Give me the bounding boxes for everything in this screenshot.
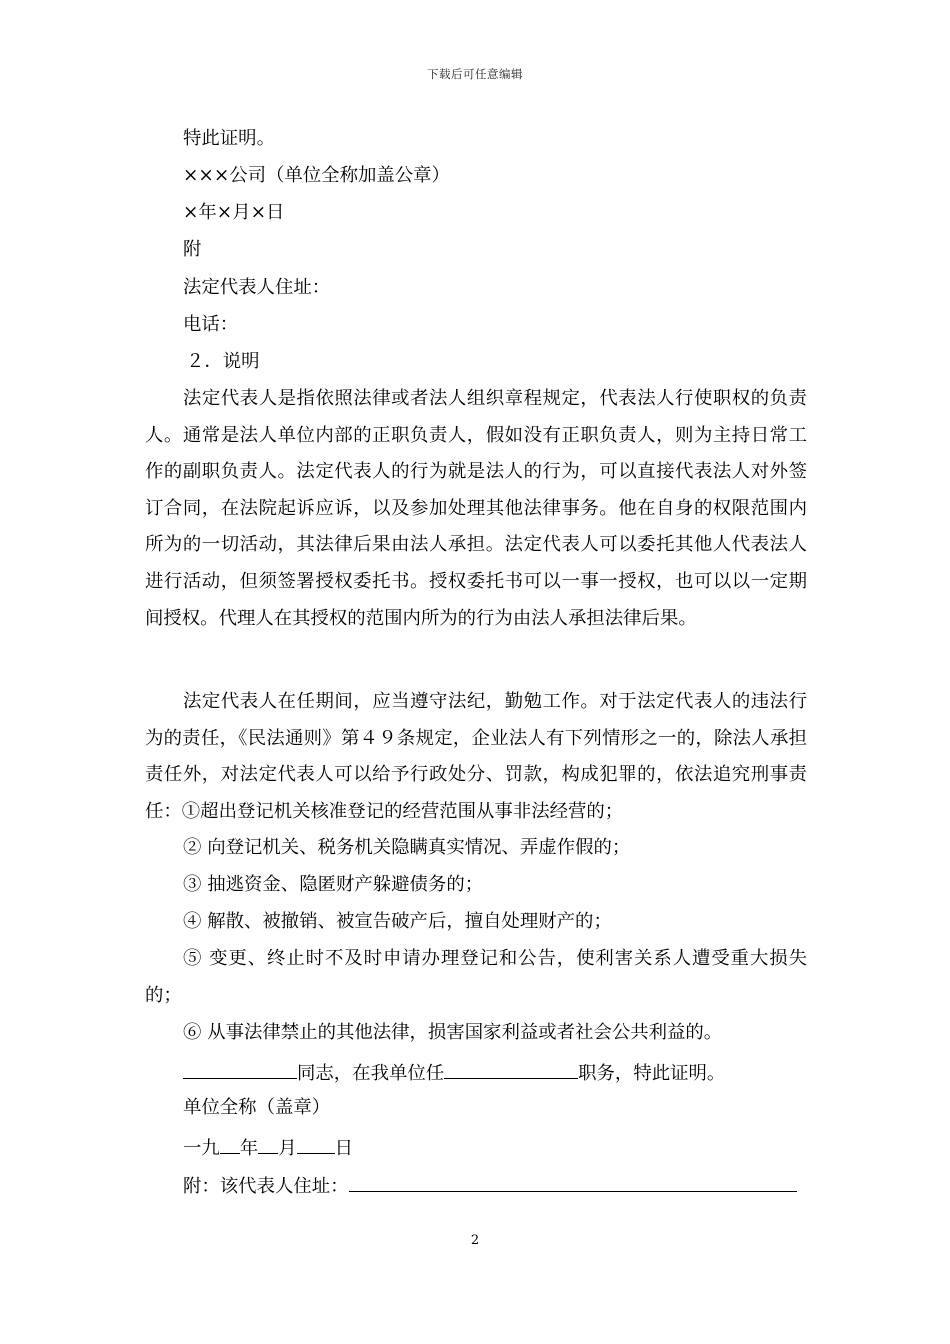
closing-statement: 特此证明。 bbox=[183, 128, 275, 149]
date-line: ×年×月×日 bbox=[183, 202, 285, 223]
date-day-label: 日 bbox=[334, 1138, 354, 1159]
certificate-part2: 职务，特此证明。 bbox=[578, 1063, 726, 1084]
date-year-label: 年 bbox=[239, 1138, 259, 1159]
address-form-line bbox=[183, 1172, 797, 1199]
representative-address-line: 法定代表人住址： bbox=[183, 277, 331, 298]
certificate-line bbox=[183, 1059, 725, 1086]
company-seal-line: ×××公司（单位全称加盖公章） bbox=[183, 165, 450, 186]
list-item-5-text: ⑤ 变更、终止时不及时申请办理登记和公告，使利害关系人遭受重大损失的； bbox=[145, 948, 807, 1006]
date-month-label: 月 bbox=[278, 1138, 297, 1159]
month-blank[interactable] bbox=[258, 1134, 278, 1154]
date-prefix: 一九 bbox=[183, 1138, 220, 1159]
position-blank[interactable] bbox=[444, 1059, 578, 1079]
year-blank[interactable] bbox=[220, 1134, 240, 1154]
paragraph-liability-text: 法定代表人在任期间，应当遵守法纪，勤勉工作。对于法定代表人的违法行为的责任，《民法通则》第４９条规定，企业法人有下列情形之一的，除法人承担责任外，对法定代表人可以给予行政处分、罚款，构成犯罪的，依法追究刑事责任：①超出登记机关核准登记的经营范围从事非法经营的； bbox=[145, 691, 807, 822]
name-blank[interactable] bbox=[183, 1059, 297, 1079]
list-item: ④ 解散、被撤销、被宣告破产后，擅自处理财产的； bbox=[183, 911, 612, 932]
paragraph-liability bbox=[145, 684, 807, 830]
phone-line: 电话： bbox=[183, 314, 239, 335]
paragraph-definition bbox=[145, 381, 807, 637]
section-heading: ２．说明 bbox=[186, 351, 260, 372]
certificate-part1: 同志，在我单位任 bbox=[297, 1063, 445, 1084]
page-number: 2 bbox=[470, 1233, 480, 1248]
address-blank[interactable] bbox=[349, 1172, 797, 1192]
page-header: 下载后可任意编辑 bbox=[427, 67, 523, 81]
list-item: ⑥ 从事法律禁止的其他法律，损害国家利益或者社会公共利益的。 bbox=[183, 1022, 723, 1043]
form-date-line bbox=[183, 1134, 353, 1161]
list-item: ② 向登记机关、税务机关隐瞒真实情况、弄虚作假的； bbox=[183, 837, 631, 858]
attachment-label: 附 bbox=[183, 239, 202, 260]
unit-name-line: 单位全称（盖章） bbox=[183, 1097, 331, 1118]
day-blank[interactable] bbox=[297, 1134, 335, 1154]
list-item: ③ 抽逃资金、隐匿财产躲避债务的； bbox=[183, 874, 484, 895]
paragraph-definition-text: 法定代表人是指依照法律或者法人组织章程规定，代表法人行使职权的负责人。通常是法人单位内部的正职负责人，假如没有正职负责人，则为主持日常工作的副职负责人。法定代表人的行为就是法人的行为，可以直接代表法人对外签订合同，在法院起诉应诉，以及参加处理其他法律事务。他在自身的权限范围内所为的一切活动，其法律后果由法人承担。法定代表人可以委托其他人代表法人进行活动，但须签署授权委托书。授权委托书可以一事一授权，也可以以一定期间授权。代理人在其授权的范围内所为的行为由法人承担法律后果。 bbox=[145, 388, 807, 629]
list-item-5 bbox=[145, 941, 807, 1014]
address-label: 附：该代表人住址： bbox=[183, 1176, 349, 1197]
